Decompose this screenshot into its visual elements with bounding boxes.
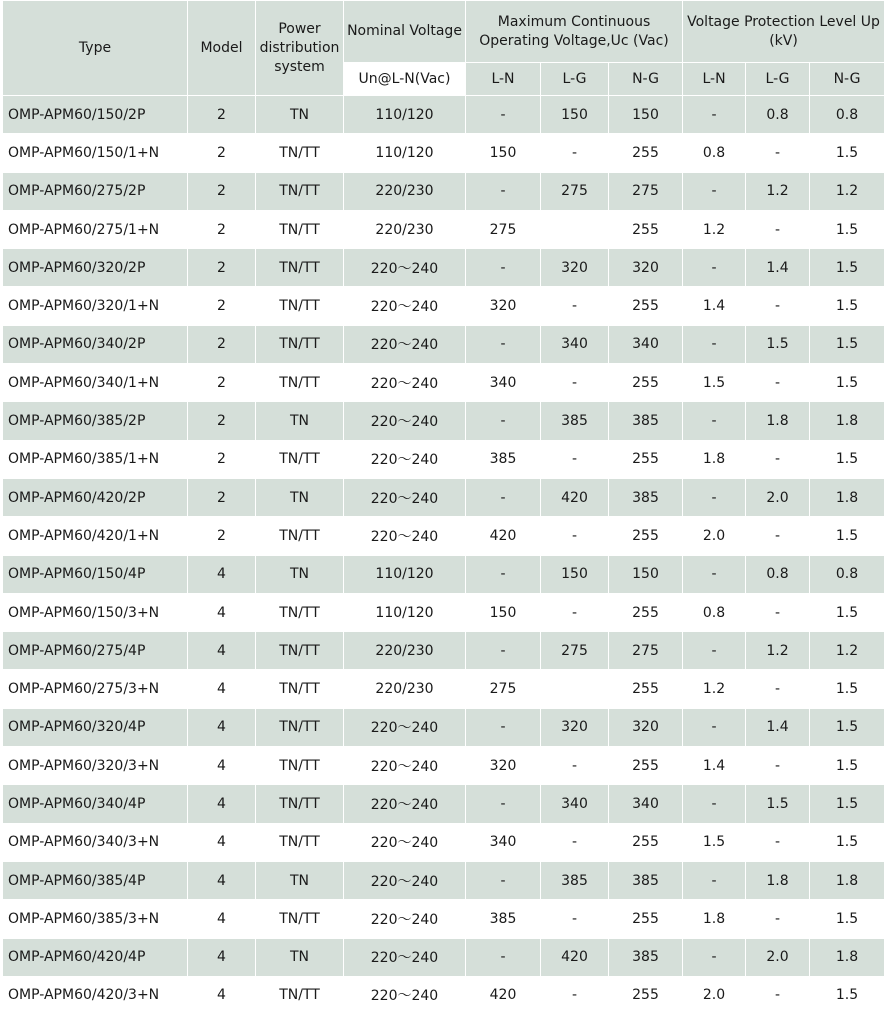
cell-uc-lg: - xyxy=(541,364,609,402)
cell-up-ln: 1.2 xyxy=(683,670,746,708)
header-model: Model xyxy=(188,1,256,96)
cell-nominal-voltage: 220～240 xyxy=(344,402,466,440)
cell-up-lg: 1.5 xyxy=(746,325,810,363)
cell-system: TN/TT xyxy=(256,440,344,478)
cell-up-ln: - xyxy=(683,96,746,134)
cell-up-lg: - xyxy=(746,364,810,402)
table-row xyxy=(3,670,885,708)
table-row xyxy=(3,172,885,210)
cell-up-lg: 2.0 xyxy=(746,938,810,976)
cell-up-ng: 1.5 xyxy=(810,708,885,746)
cell-nominal-voltage: 220～240 xyxy=(344,364,466,402)
cell-up-ng: 1.5 xyxy=(810,976,885,1014)
cell-up-ng: 1.5 xyxy=(810,249,885,287)
cell-type: OMP-APM60/320/3+N xyxy=(3,747,188,785)
cell-uc-ln: - xyxy=(466,172,541,210)
cell-up-lg: 1.2 xyxy=(746,172,810,210)
cell-up-lg: - xyxy=(746,440,810,478)
cell-type: OMP-APM60/150/4P xyxy=(3,555,188,593)
cell-nominal-voltage: 220～240 xyxy=(344,976,466,1014)
cell-uc-lg: 275 xyxy=(541,632,609,670)
cell-nominal-voltage: 220～240 xyxy=(344,325,466,363)
cell-model: 2 xyxy=(188,517,256,555)
cell-uc-ln: - xyxy=(466,325,541,363)
table-row xyxy=(3,938,885,976)
cell-up-ng: 0.8 xyxy=(810,96,885,134)
cell-uc-ln: 320 xyxy=(466,287,541,325)
table-row xyxy=(3,900,885,938)
cell-up-ng: 1.5 xyxy=(810,325,885,363)
cell-uc-ln: - xyxy=(466,785,541,823)
cell-up-ng: 1.8 xyxy=(810,938,885,976)
table-body xyxy=(3,96,885,1015)
cell-uc-lg: 150 xyxy=(541,555,609,593)
cell-up-ln: - xyxy=(683,478,746,516)
cell-type: OMP-APM60/385/3+N xyxy=(3,900,188,938)
header-up-ln: L-N xyxy=(683,63,746,96)
cell-up-ng: 1.5 xyxy=(810,670,885,708)
table-row xyxy=(3,823,885,861)
cell-uc-ln: - xyxy=(466,478,541,516)
header-max-continuous-voltage: Maximum Continuous Operating Voltage,Uc (Vac) xyxy=(466,1,683,63)
cell-nominal-voltage: 110/120 xyxy=(344,593,466,631)
cell-uc-lg: 320 xyxy=(541,708,609,746)
cell-uc-lg: - xyxy=(541,900,609,938)
cell-model: 4 xyxy=(188,555,256,593)
cell-uc-lg: - xyxy=(541,823,609,861)
cell-uc-lg: 385 xyxy=(541,861,609,899)
cell-uc-ng: 275 xyxy=(609,632,683,670)
cell-uc-ng: 255 xyxy=(609,440,683,478)
header-nominal-voltage: Nominal Voltage xyxy=(344,1,466,63)
table-row xyxy=(3,861,885,899)
cell-up-ng: 1.5 xyxy=(810,747,885,785)
cell-nominal-voltage: 220/230 xyxy=(344,632,466,670)
cell-up-lg: 1.8 xyxy=(746,861,810,899)
cell-up-ng: 1.5 xyxy=(810,364,885,402)
cell-up-lg: 1.2 xyxy=(746,632,810,670)
cell-uc-ng: 255 xyxy=(609,593,683,631)
table-row xyxy=(3,785,885,823)
cell-system: TN xyxy=(256,861,344,899)
cell-model: 4 xyxy=(188,861,256,899)
cell-uc-ln: - xyxy=(466,632,541,670)
cell-uc-lg: - xyxy=(541,440,609,478)
cell-up-ln: 1.4 xyxy=(683,287,746,325)
cell-uc-ng: 255 xyxy=(609,287,683,325)
cell-uc-lg: - xyxy=(541,134,609,172)
cell-uc-lg: 420 xyxy=(541,938,609,976)
cell-up-lg: - xyxy=(746,670,810,708)
cell-system: TN xyxy=(256,96,344,134)
cell-model: 4 xyxy=(188,785,256,823)
cell-model: 2 xyxy=(188,325,256,363)
cell-model: 4 xyxy=(188,823,256,861)
table-row xyxy=(3,708,885,746)
cell-uc-ln: - xyxy=(466,96,541,134)
cell-system: TN/TT xyxy=(256,900,344,938)
cell-type: OMP-APM60/420/1+N xyxy=(3,517,188,555)
cell-type: OMP-APM60/340/4P xyxy=(3,785,188,823)
cell-uc-ng: 255 xyxy=(609,134,683,172)
table-row xyxy=(3,287,885,325)
cell-system: TN/TT xyxy=(256,325,344,363)
cell-type: OMP-APM60/150/1+N xyxy=(3,134,188,172)
cell-up-lg: 1.8 xyxy=(746,402,810,440)
cell-type: OMP-APM60/385/1+N xyxy=(3,440,188,478)
cell-system: TN/TT xyxy=(256,708,344,746)
cell-type: OMP-APM60/385/2P xyxy=(3,402,188,440)
cell-uc-lg: 275 xyxy=(541,172,609,210)
cell-up-lg: - xyxy=(746,517,810,555)
cell-uc-lg: - xyxy=(541,517,609,555)
table-header xyxy=(3,1,885,96)
cell-nominal-voltage: 220～240 xyxy=(344,517,466,555)
cell-up-ln: - xyxy=(683,632,746,670)
cell-type: OMP-APM60/275/2P xyxy=(3,172,188,210)
cell-up-ln: 0.8 xyxy=(683,593,746,631)
cell-uc-ln: 275 xyxy=(466,670,541,708)
cell-system: TN xyxy=(256,938,344,976)
cell-model: 2 xyxy=(188,287,256,325)
cell-uc-ln: 340 xyxy=(466,823,541,861)
cell-uc-lg: - xyxy=(541,593,609,631)
cell-uc-ln: 275 xyxy=(466,210,541,248)
cell-up-ln: 1.8 xyxy=(683,440,746,478)
cell-type: OMP-APM60/420/4P xyxy=(3,938,188,976)
cell-up-lg: - xyxy=(746,747,810,785)
cell-type: OMP-APM60/275/3+N xyxy=(3,670,188,708)
cell-uc-ln: - xyxy=(466,938,541,976)
cell-uc-ng: 150 xyxy=(609,555,683,593)
cell-uc-lg: 340 xyxy=(541,325,609,363)
cell-nominal-voltage: 220～240 xyxy=(344,900,466,938)
cell-up-lg: 1.4 xyxy=(746,249,810,287)
cell-uc-ln: - xyxy=(466,861,541,899)
cell-system: TN/TT xyxy=(256,517,344,555)
cell-up-ln: - xyxy=(683,249,746,287)
cell-type: OMP-APM60/340/1+N xyxy=(3,364,188,402)
cell-uc-ng: 255 xyxy=(609,517,683,555)
cell-nominal-voltage: 220～240 xyxy=(344,785,466,823)
table-row xyxy=(3,976,885,1014)
cell-type: OMP-APM60/150/3+N xyxy=(3,593,188,631)
cell-system: TN xyxy=(256,555,344,593)
cell-uc-ln: 320 xyxy=(466,747,541,785)
cell-up-ng: 1.5 xyxy=(810,134,885,172)
cell-up-lg: - xyxy=(746,823,810,861)
table-row xyxy=(3,402,885,440)
cell-model: 4 xyxy=(188,632,256,670)
cell-model: 2 xyxy=(188,210,256,248)
header-type: Type xyxy=(3,1,188,96)
cell-model: 4 xyxy=(188,747,256,785)
cell-type: OMP-APM60/420/2P xyxy=(3,478,188,516)
table-row xyxy=(3,134,885,172)
cell-uc-lg xyxy=(541,210,609,248)
cell-uc-ln: - xyxy=(466,249,541,287)
cell-system: TN/TT xyxy=(256,287,344,325)
cell-system: TN/TT xyxy=(256,134,344,172)
cell-nominal-voltage: 220～240 xyxy=(344,440,466,478)
cell-uc-lg: 385 xyxy=(541,402,609,440)
cell-up-ln: - xyxy=(683,402,746,440)
cell-uc-ng: 150 xyxy=(609,96,683,134)
cell-up-ng: 1.5 xyxy=(810,823,885,861)
cell-up-lg: 2.0 xyxy=(746,478,810,516)
cell-up-ng: 1.5 xyxy=(810,517,885,555)
cell-uc-ng: 340 xyxy=(609,325,683,363)
cell-type: OMP-APM60/385/4P xyxy=(3,861,188,899)
cell-type: OMP-APM60/275/1+N xyxy=(3,210,188,248)
cell-up-lg: - xyxy=(746,134,810,172)
cell-system: TN/TT xyxy=(256,593,344,631)
cell-system: TN/TT xyxy=(256,249,344,287)
cell-type: OMP-APM60/420/3+N xyxy=(3,976,188,1014)
cell-model: 4 xyxy=(188,976,256,1014)
table-row xyxy=(3,210,885,248)
table-row xyxy=(3,555,885,593)
cell-uc-ln: 340 xyxy=(466,364,541,402)
cell-nominal-voltage: 220～240 xyxy=(344,249,466,287)
cell-system: TN/TT xyxy=(256,823,344,861)
cell-up-lg: - xyxy=(746,287,810,325)
cell-system: TN/TT xyxy=(256,747,344,785)
table-row xyxy=(3,325,885,363)
cell-up-ln: - xyxy=(683,555,746,593)
cell-up-ng: 1.8 xyxy=(810,402,885,440)
cell-system: TN/TT xyxy=(256,632,344,670)
table-row xyxy=(3,632,885,670)
cell-up-ln: 1.5 xyxy=(683,823,746,861)
cell-uc-lg xyxy=(541,670,609,708)
cell-uc-ln: - xyxy=(466,708,541,746)
cell-model: 2 xyxy=(188,478,256,516)
cell-up-ln: 1.2 xyxy=(683,210,746,248)
cell-nominal-voltage: 220～240 xyxy=(344,478,466,516)
cell-system: TN/TT xyxy=(256,210,344,248)
cell-up-ng: 1.2 xyxy=(810,632,885,670)
cell-uc-ng: 320 xyxy=(609,708,683,746)
cell-up-ln: 1.4 xyxy=(683,747,746,785)
cell-up-ln: - xyxy=(683,785,746,823)
cell-up-ng: 1.5 xyxy=(810,593,885,631)
cell-model: 2 xyxy=(188,249,256,287)
cell-nominal-voltage: 220～240 xyxy=(344,747,466,785)
cell-uc-ng: 340 xyxy=(609,785,683,823)
cell-up-ng: 1.5 xyxy=(810,287,885,325)
cell-up-ng: 1.5 xyxy=(810,210,885,248)
table-row xyxy=(3,96,885,134)
cell-model: 4 xyxy=(188,708,256,746)
cell-up-ln: - xyxy=(683,325,746,363)
header-uc-ng: N-G xyxy=(609,63,683,96)
cell-uc-ng: 255 xyxy=(609,823,683,861)
cell-system: TN/TT xyxy=(256,785,344,823)
header-up-lg: L-G xyxy=(746,63,810,96)
cell-system: TN/TT xyxy=(256,364,344,402)
cell-up-ln: 0.8 xyxy=(683,134,746,172)
cell-up-ng: 0.8 xyxy=(810,555,885,593)
cell-uc-ng: 255 xyxy=(609,364,683,402)
table-row xyxy=(3,747,885,785)
cell-system: TN xyxy=(256,402,344,440)
cell-up-ng: 1.2 xyxy=(810,172,885,210)
cell-type: OMP-APM60/275/4P xyxy=(3,632,188,670)
cell-up-ng: 1.8 xyxy=(810,861,885,899)
cell-up-lg: 1.5 xyxy=(746,785,810,823)
table-row xyxy=(3,364,885,402)
cell-model: 4 xyxy=(188,938,256,976)
cell-uc-ln: 150 xyxy=(466,593,541,631)
cell-system: TN/TT xyxy=(256,172,344,210)
header-un-ln: Un@L-N(Vac) xyxy=(344,63,466,96)
cell-uc-ng: 255 xyxy=(609,210,683,248)
cell-uc-ng: 385 xyxy=(609,478,683,516)
cell-system: TN/TT xyxy=(256,976,344,1014)
cell-uc-lg: - xyxy=(541,976,609,1014)
cell-up-lg: 1.4 xyxy=(746,708,810,746)
cell-uc-lg: 150 xyxy=(541,96,609,134)
cell-type: OMP-APM60/340/3+N xyxy=(3,823,188,861)
cell-up-ng: 1.5 xyxy=(810,785,885,823)
cell-nominal-voltage: 110/120 xyxy=(344,134,466,172)
cell-uc-lg: 420 xyxy=(541,478,609,516)
cell-uc-ng: 255 xyxy=(609,976,683,1014)
cell-up-ng: 1.5 xyxy=(810,900,885,938)
cell-up-lg: 0.8 xyxy=(746,96,810,134)
header-uc-lg: L-G xyxy=(541,63,609,96)
cell-uc-ln: 385 xyxy=(466,440,541,478)
spec-table xyxy=(2,0,885,1015)
cell-type: OMP-APM60/150/2P xyxy=(3,96,188,134)
cell-nominal-voltage: 220/230 xyxy=(344,172,466,210)
cell-nominal-voltage: 220～240 xyxy=(344,823,466,861)
cell-up-lg: - xyxy=(746,900,810,938)
cell-model: 2 xyxy=(188,172,256,210)
cell-model: 4 xyxy=(188,593,256,631)
cell-nominal-voltage: 110/120 xyxy=(344,96,466,134)
cell-uc-ng: 255 xyxy=(609,900,683,938)
header-power-system: Power distribution system xyxy=(256,1,344,96)
cell-nominal-voltage: 220/230 xyxy=(344,210,466,248)
cell-nominal-voltage: 220/230 xyxy=(344,670,466,708)
cell-nominal-voltage: 220～240 xyxy=(344,861,466,899)
table-row xyxy=(3,440,885,478)
cell-uc-ng: 320 xyxy=(609,249,683,287)
cell-up-ng: 1.8 xyxy=(810,478,885,516)
cell-uc-ng: 255 xyxy=(609,670,683,708)
cell-model: 2 xyxy=(188,402,256,440)
cell-uc-lg: 320 xyxy=(541,249,609,287)
cell-up-ln: - xyxy=(683,938,746,976)
cell-up-ln: - xyxy=(683,172,746,210)
cell-uc-ng: 385 xyxy=(609,938,683,976)
table-row xyxy=(3,517,885,555)
cell-uc-ln: 385 xyxy=(466,900,541,938)
cell-nominal-voltage: 220～240 xyxy=(344,708,466,746)
cell-uc-ng: 385 xyxy=(609,402,683,440)
cell-nominal-voltage: 220～240 xyxy=(344,287,466,325)
cell-uc-lg: - xyxy=(541,747,609,785)
cell-uc-ln: - xyxy=(466,402,541,440)
table-row xyxy=(3,249,885,287)
cell-model: 2 xyxy=(188,364,256,402)
cell-nominal-voltage: 110/120 xyxy=(344,555,466,593)
cell-uc-ng: 255 xyxy=(609,747,683,785)
header-up-ng: N-G xyxy=(810,63,885,96)
cell-uc-ng: 385 xyxy=(609,861,683,899)
cell-uc-ln: - xyxy=(466,555,541,593)
cell-type: OMP-APM60/320/1+N xyxy=(3,287,188,325)
cell-up-lg: - xyxy=(746,210,810,248)
table-row xyxy=(3,478,885,516)
cell-system: TN xyxy=(256,478,344,516)
cell-up-ln: 1.8 xyxy=(683,900,746,938)
table-row xyxy=(3,593,885,631)
cell-up-lg: 0.8 xyxy=(746,555,810,593)
cell-uc-lg: 340 xyxy=(541,785,609,823)
cell-type: OMP-APM60/340/2P xyxy=(3,325,188,363)
cell-model: 2 xyxy=(188,440,256,478)
cell-nominal-voltage: 220～240 xyxy=(344,938,466,976)
cell-system: TN/TT xyxy=(256,670,344,708)
cell-uc-ln: 420 xyxy=(466,976,541,1014)
cell-up-ln: 1.5 xyxy=(683,364,746,402)
cell-uc-ng: 275 xyxy=(609,172,683,210)
cell-model: 2 xyxy=(188,96,256,134)
cell-up-ln: - xyxy=(683,708,746,746)
cell-up-ln: 2.0 xyxy=(683,976,746,1014)
cell-up-ln: - xyxy=(683,861,746,899)
cell-up-lg: - xyxy=(746,976,810,1014)
cell-up-lg: - xyxy=(746,593,810,631)
cell-model: 2 xyxy=(188,134,256,172)
cell-model: 4 xyxy=(188,900,256,938)
cell-uc-lg: - xyxy=(541,287,609,325)
cell-uc-ln: 150 xyxy=(466,134,541,172)
cell-up-ng: 1.5 xyxy=(810,440,885,478)
cell-type: OMP-APM60/320/2P xyxy=(3,249,188,287)
cell-model: 4 xyxy=(188,670,256,708)
cell-type: OMP-APM60/320/4P xyxy=(3,708,188,746)
cell-up-ln: 2.0 xyxy=(683,517,746,555)
header-protection-level: Voltage Protection Level Up (kV) xyxy=(683,1,885,63)
cell-uc-ln: 420 xyxy=(466,517,541,555)
header-uc-ln: L-N xyxy=(466,63,541,96)
